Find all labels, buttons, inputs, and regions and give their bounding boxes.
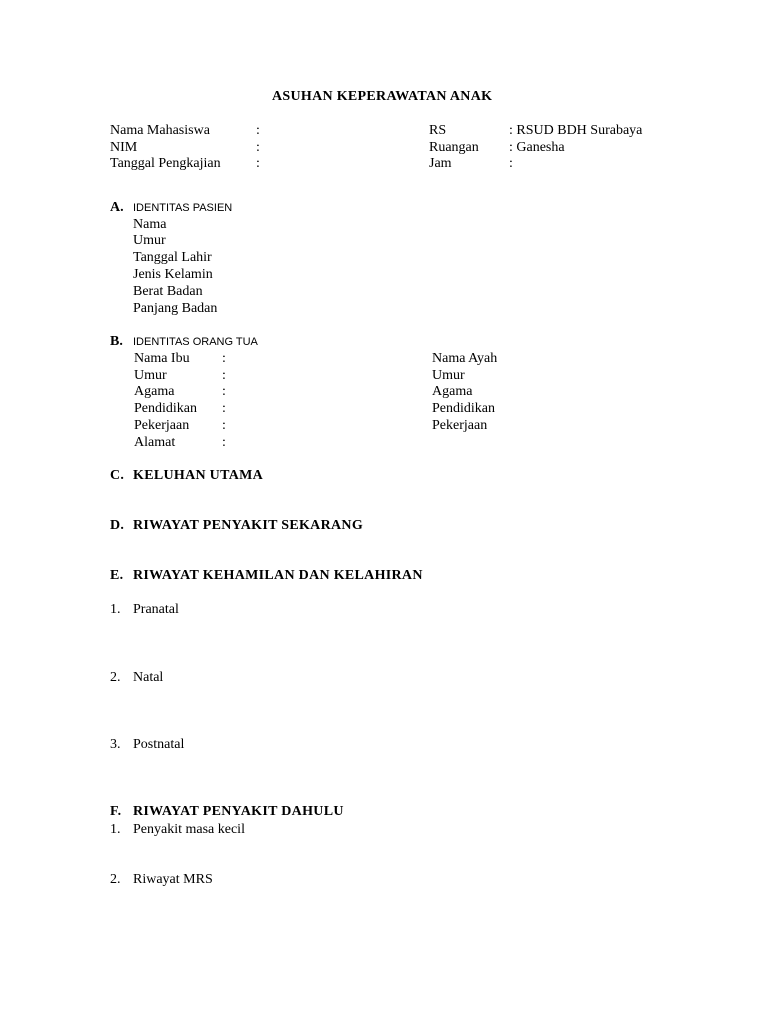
list-item: Riwayat MRS (133, 872, 213, 887)
list-item: Pranatal (133, 602, 179, 617)
section-d-letter: D. (110, 518, 125, 533)
section-c-letter: C. (110, 468, 125, 483)
list-number: 1. (110, 602, 121, 617)
colon: : (256, 123, 260, 138)
colon: : (256, 156, 260, 171)
list-item: Alamat (134, 435, 176, 450)
colon: : (222, 418, 226, 433)
section-a-heading: IDENTITAS PASIEN (133, 202, 233, 214)
list-item: Umur (134, 368, 167, 383)
list-number: 3. (110, 737, 121, 752)
list-item: Tanggal Lahir (133, 250, 212, 265)
list-number: 2. (110, 670, 121, 685)
list-item: Nama (133, 217, 167, 232)
page-title: ASUHAN KEPERAWATAN ANAK (272, 89, 493, 104)
list-item: Panjang Badan (133, 301, 218, 316)
list-item: Pendidikan (134, 401, 197, 416)
label-rs: RS (429, 123, 447, 138)
list-item: Berat Badan (133, 284, 203, 299)
list-item: Penyakit masa kecil (133, 822, 245, 837)
colon: : (222, 368, 226, 383)
section-b-letter: B. (110, 334, 123, 349)
colon: : (256, 140, 260, 155)
colon: : (222, 435, 226, 450)
value-ruangan: : Ganesha (509, 140, 565, 155)
colon: : (222, 351, 226, 366)
list-item: Nama Ayah (432, 351, 498, 366)
section-a-letter: A. (110, 200, 124, 215)
section-f-letter: F. (110, 804, 122, 819)
list-item: Postnatal (133, 737, 185, 752)
label-nama-mahasiswa: Nama Mahasiswa (110, 123, 210, 138)
value-rs: : RSUD BDH Surabaya (509, 123, 643, 138)
section-e-heading: RIWAYAT KEHAMILAN DAN KELAHIRAN (133, 568, 423, 583)
section-f-heading: RIWAYAT PENYAKIT DAHULU (133, 804, 344, 819)
label-ruangan: Ruangan (429, 140, 479, 155)
value-jam: : (509, 156, 513, 171)
section-d-heading: RIWAYAT PENYAKIT SEKARANG (133, 518, 364, 533)
list-item: Agama (432, 384, 473, 399)
list-item: Jenis Kelamin (133, 267, 213, 282)
list-item: Pendidikan (432, 401, 495, 416)
list-item: Umur (133, 233, 166, 248)
label-nim: NIM (110, 140, 138, 155)
list-item: Umur (432, 368, 465, 383)
section-b-heading: IDENTITAS ORANG TUA (133, 336, 258, 348)
list-item: Nama Ibu (134, 351, 190, 366)
colon: : (222, 401, 226, 416)
section-e-letter: E. (110, 568, 124, 583)
label-jam: Jam (429, 156, 452, 171)
list-number: 2. (110, 872, 121, 887)
list-item: Agama (134, 384, 175, 399)
list-number: 1. (110, 822, 121, 837)
list-item: Natal (133, 670, 164, 685)
label-tanggal-pengkajian: Tanggal Pengkajian (110, 156, 221, 171)
list-item: Pekerjaan (432, 418, 488, 433)
section-c-heading: KELUHAN UTAMA (133, 468, 264, 483)
colon: : (222, 384, 226, 399)
list-item: Pekerjaan (134, 418, 190, 433)
